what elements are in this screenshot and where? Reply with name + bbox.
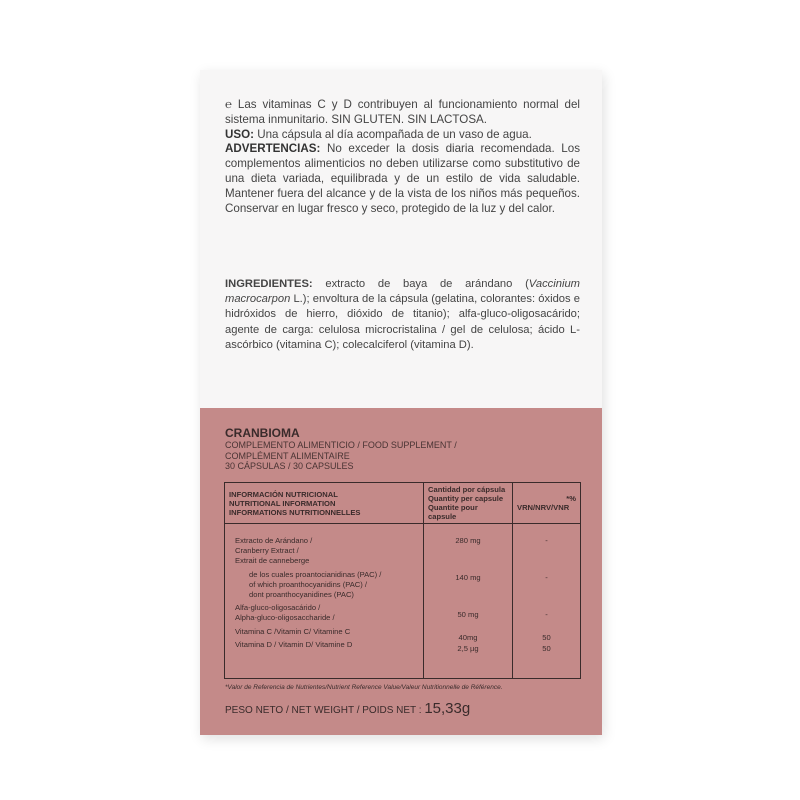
estimated-sign: ℮ — [225, 98, 232, 111]
claim: Las vitaminas C y D contribuyen al funcionamiento normal del sistema inmunitario. SIN GLUTEN. SIN LACTOSA. — [225, 98, 580, 126]
header-vrn: *% VRN/NRV/VNR — [513, 483, 581, 524]
ingredients-a: extracto de baya de arándano ( — [325, 278, 529, 290]
nutrient-vrn: - - - 50 50 — [513, 524, 581, 679]
header-info: INFORMACIÓN NUTRICIONAL NUTRITIONAL INFORMATION INFORMATIONS NUTRITIONNELLES — [225, 483, 424, 524]
ingredients-label: INGREDIENTES: — [225, 278, 313, 290]
nutrient-qty: 280 mg 140 mg 50 mg 40mg 2,5 µg — [424, 524, 513, 679]
ingredients — [225, 277, 580, 353]
ingredients-latin: Vaccinium macrocarpon — [225, 278, 580, 306]
warnings-label: ADVERTENCIAS: — [225, 142, 321, 156]
brand-name: CRANBIOMA — [225, 426, 300, 440]
product-box — [200, 70, 602, 735]
label-panel — [200, 408, 602, 735]
ingredients-b: L.); envoltura de la cápsula (gelatina, colorantes: óxidos e hidróxidos de hierro, dióxido de titanio); alfa-gluco-oligosacárido; agente de carga: celulosa microcristalina / gel de celulosa; ácido L-ascórbico (vitamina C); colecalciferol (vitamina D). — [225, 293, 580, 351]
sub2: COMPLÉMENT ALIMENTAIRE — [225, 450, 350, 461]
sub3: 30 CÁPSULAS / 30 CAPSULES — [225, 461, 354, 471]
net-weight: PESO NETO / NET WEIGHT / POIDS NET : 15,33g — [225, 700, 471, 717]
reference-note: *Valor de Referencia de Nutrientes/Nutrient Reference Value/Valeur Nutritionnelle de Référence. — [225, 684, 503, 691]
sub1: COMPLEMENTO ALIMENTICIO / FOOD SUPPLEMENT / — [225, 440, 457, 450]
nutrition-table — [224, 482, 581, 679]
uso-label: USO: — [225, 127, 254, 141]
header-qty: Cantidad por cápsula Quantity per capsule Quantite pour capsule — [424, 483, 513, 524]
nutrient-names: Extracto de Arándano / Cranberry Extract / Extrait de canneberge de los cuales proantocianidinas (PAC) / of which proanthocyanidins (PAC) / dont proanthocyanidines (PAC) Alfa-gluco-oligosacárido / Alpha-gluco-oligosaccharide / Vitamina C /Vitamin C/ Vitamine C Vitamina D / Vitamin D/ Vitamine D — [225, 524, 424, 679]
uso-text: Una cápsula al día acompañada de un vaso de agua. — [257, 127, 532, 141]
warnings-text: No exceder la dosis diaria recomendada. Los complementos alimenticios no deben utilizarse como substitutivo de una dieta variada, equilibrada y de un estilo de vida saludable. Mantener fuera del alcance y de la vista de los niños más pequeños. Conservar en lugar fresco y seco, protegido de la luz y del calor. — [225, 142, 580, 215]
usage-text — [225, 98, 580, 216]
product-type — [225, 440, 457, 472]
